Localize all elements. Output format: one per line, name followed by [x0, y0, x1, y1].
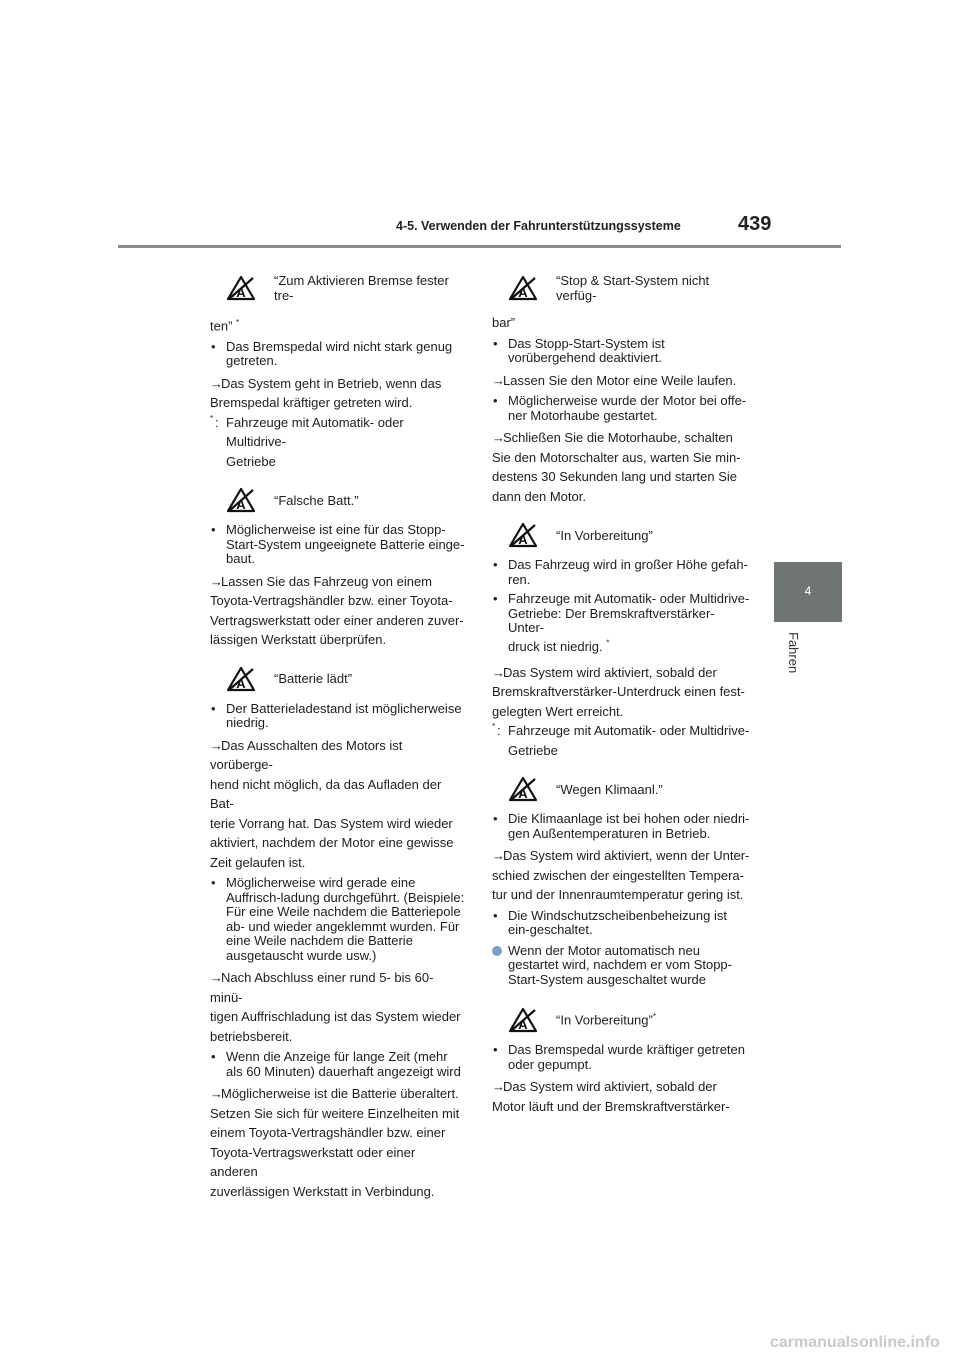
message-heading	[210, 660, 465, 698]
section-subheading: Wenn der Motor automatisch neu gestartet wird, nachdem er vom Stopp-Start-System ausgeschaltet wurde	[492, 944, 750, 988]
list-item: • Der Batterieladestand ist möglicherweise niedrig.	[210, 702, 465, 731]
chapter-tab	[774, 562, 842, 622]
stop-start-off-icon	[506, 1007, 540, 1033]
result-line: →Das System wird aktiviert, wenn der Unter-	[492, 846, 750, 866]
header-rule	[118, 245, 841, 248]
footnote: * : Fahrzeuge mit Automatik- oder Multidrive- Getriebe	[210, 413, 404, 469]
chapter-tab-number: 4	[804, 584, 812, 598]
result-line: dann den Motor.	[492, 488, 586, 504]
result-line: →Schließen Sie die Motorhaube, schalten	[492, 428, 750, 448]
list-item: • Fahrzeuge mit Automatik- oder Multidrive-Getriebe: Der Bremskraftverstärker-Unter- druck ist niedrig. *	[492, 592, 750, 658]
arrow-icon: →	[492, 430, 505, 445]
result-line: einem Toyota-Vertragshändler bzw. einer	[210, 1125, 446, 1141]
result-line: betriebsbereit.	[210, 1028, 293, 1044]
message-heading	[492, 516, 750, 554]
heading-text: “Falsche Batt.”	[274, 492, 359, 508]
message-heading	[492, 269, 750, 307]
result-line: Toyota-Vertragshändler bzw. einer Toyota-	[210, 593, 453, 609]
page-number: 439	[738, 213, 772, 235]
result-line: destens 30 Sekunden lang und starten Sie	[492, 469, 738, 484]
heading-text: “Batterie lädt”	[274, 671, 353, 687]
stop-start-off-icon	[224, 666, 258, 692]
result-line: zuverlässigen Werkstatt in Verbindung.	[210, 1183, 435, 1199]
result-line: lässigen Werkstatt überprüfen.	[210, 632, 387, 648]
footnote: * : Fahrzeuge mit Automatik- oder Multidrive- Getriebe	[492, 722, 750, 758]
left-column	[210, 265, 465, 1201]
heading-text: “In Vorbereitung”	[556, 527, 653, 543]
arrow-icon: →	[210, 970, 223, 986]
heading-text: “Wegen Klimaanl.”	[556, 781, 663, 797]
list-item: • Das Stopp-Start-System ist vorübergehend deaktiviert.	[492, 337, 750, 366]
watermark: carmanualsonline.info	[770, 1334, 940, 1351]
result-line: →Das System geht in Betrieb, wenn das	[210, 374, 465, 394]
result-line: Toyota-Vertragswerkstatt oder einer anderen	[210, 1144, 416, 1180]
message-heading	[210, 481, 465, 519]
result-line: →Nach Abschluss einer rund 5- bis 60-minü-	[210, 970, 434, 1005]
list-item: • Möglicherweise ist eine für das Stopp-Start-System ungeeignete Batterie einge-baut.	[210, 523, 465, 567]
stop-start-off-icon	[224, 487, 258, 513]
result-line: schied zwischen der eingestellten Tempera-	[492, 867, 744, 883]
result-line: Sie den Motorschalter aus, warten Sie min-	[492, 449, 741, 465]
stop-start-off-icon	[506, 275, 540, 301]
arrow-icon: →	[210, 1086, 223, 1102]
list-item: • Das Bremspedal wird nicht stark genug getreten.	[210, 340, 465, 369]
message-heading	[492, 770, 750, 808]
heading-text: “Zum Aktivieren Bremse fester tre-	[274, 273, 449, 303]
message-heading	[210, 269, 465, 307]
arrow-icon: →	[492, 1079, 505, 1094]
result-line: hend nicht möglich, da das Aufladen der Bat-	[210, 776, 442, 812]
heading-continuation: ten” *	[210, 318, 240, 334]
list-item: • Das Bremspedal wurde kräftiger getreten oder gepumpt.	[492, 1043, 750, 1072]
result-line: terie Vorrang hat. Das System wird wieder	[210, 815, 453, 831]
result-line: →Lassen Sie das Fahrzeug von einem	[210, 572, 465, 592]
result-line: gelegten Wert erreicht.	[492, 703, 624, 719]
result-line: tigen Auffrischladung ist das System wieder	[210, 1009, 461, 1025]
list-item: • Die Klimaanlage ist bei hohen oder niedri-gen Außentemperaturen in Betrieb.	[492, 812, 750, 841]
bullet-dot-icon	[492, 946, 502, 956]
result-line: Vertragswerkstatt oder einer anderen zuver-	[210, 612, 464, 628]
stop-start-off-icon	[224, 275, 258, 301]
result-line: Zeit gelaufen ist.	[210, 854, 306, 870]
stop-start-off-icon	[506, 522, 540, 548]
arrow-icon: →	[210, 375, 223, 391]
message-heading	[492, 1001, 750, 1039]
section-title: 4-5. Verwenden der Fahrunterstützungssysteme	[396, 219, 681, 233]
result-line: aktiviert, nachdem der Motor eine gewisse	[210, 835, 454, 851]
result-line: Bremskraftverstärker-Unterdruck einen fest-	[492, 684, 745, 699]
list-item: • Die Windschutzscheibenbeheizung ist ein-geschaltet.	[492, 909, 750, 938]
result-line: →Das System wird aktiviert, sobald der	[492, 663, 750, 683]
list-item: • Möglicherweise wurde der Motor bei offe-ner Motorhaube gestartet.	[492, 394, 750, 423]
arrow-icon: →	[210, 573, 223, 589]
chapter-tab-label: Fahren	[786, 632, 801, 674]
arrow-icon: →	[210, 737, 223, 753]
result-line: tur und der Innenraumtemperatur gering ist.	[492, 887, 744, 902]
result-line: Bremspedal kräftiger getreten wird.	[210, 395, 413, 411]
list-item: • Das Fahrzeug wird in großer Höhe gefah-ren.	[492, 558, 750, 587]
heading-text: “Stop & Start-System nicht verfüg-	[556, 273, 710, 303]
list-item: • Wenn die Anzeige für lange Zeit (mehr als 60 Minuten) dauerhaft angezeigt wird	[210, 1050, 465, 1079]
arrow-icon: →	[492, 664, 505, 680]
arrow-icon: →	[492, 372, 505, 388]
result-line: →Lassen Sie den Motor eine Weile laufen.	[492, 371, 750, 391]
heading-continuation: bar”	[492, 315, 516, 330]
result-line: →Möglicherweise ist die Batterie überaltert.	[210, 1084, 465, 1104]
result-line: Setzen Sie sich für weitere Einzelheiten mit	[210, 1105, 460, 1121]
heading-text: “In Vorbereitung”*	[556, 1012, 656, 1028]
result-line: →Das Ausschalten des Motors ist vorüberge-	[210, 737, 403, 773]
stop-start-off-icon	[506, 776, 540, 802]
right-column	[492, 265, 750, 1116]
arrow-icon: →	[492, 848, 505, 863]
result-line: →Das System wird aktiviert, sobald der	[492, 1077, 750, 1097]
list-item: • Möglicherweise wird gerade eine Auffrisch-ladung durchgeführt. (Beispiele: Für eine Weile nachdem die Batteriepole ab- und wieder angeklemmt wurden. Für eine Weile nachdem die Batterie ausgetauscht wurde usw.)	[210, 876, 465, 963]
result-line: Motor läuft und der Bremskraftverstärker-	[492, 1098, 730, 1114]
